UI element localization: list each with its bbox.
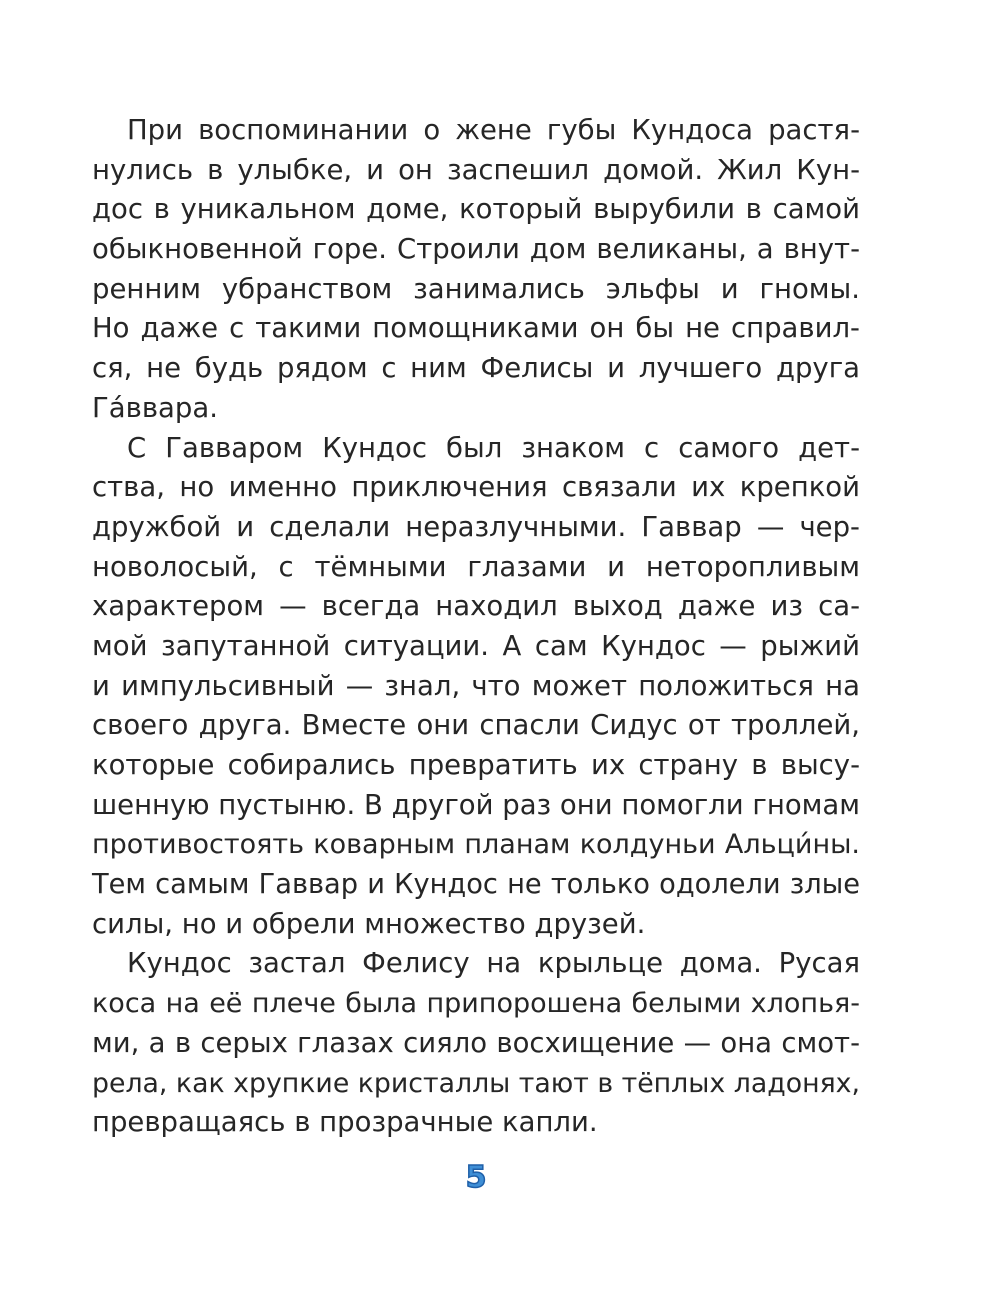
page-text [92, 111, 860, 1143]
text-line: своего друга. Вместе они спасли Сидус от троллей, [92, 709, 860, 742]
text-line: Но даже с такими помощниками он бы не справил- [92, 312, 860, 345]
text-line: Кундос застал Фелису на крыльце дома. Русая [127, 947, 860, 980]
text-line: дружбой и сделали неразлучными. Гаввар — чер- [92, 510, 860, 543]
text-line: Га́ввара. [92, 391, 218, 424]
text-line: противостоять коварным планам колдуньи Альци́ны. [92, 829, 860, 861]
text-line: ренним убранством занимались эльфы и гномы. [92, 272, 860, 305]
text-line: При воспоминании о жене губы Кундоса растя- [127, 114, 860, 146]
text-line: мой запутанной ситуации. А сам Кундос — рыжий [92, 629, 860, 662]
text-line: обыкновенной горе. Строили дом великаны, а внут- [92, 233, 860, 266]
text-line: характером — всегда находил выход даже из са- [92, 590, 860, 623]
text-line: рела, как хрупкие кристаллы тают в тёплых ладонях, [92, 1067, 860, 1099]
text-line: ми, а в серых глазах сияло восхищение — она смот- [92, 1026, 860, 1059]
paragraph-3 [92, 944, 860, 1142]
text-line: С Гавваром Кундос был знаком с самого дет- [127, 431, 860, 464]
text-line: шенную пустыню. В другой раз они помогли гномам [92, 788, 860, 821]
text-line: превращаясь в прозрачные капли. [92, 1106, 598, 1139]
text-line: нулись в улыбке, и он заспешил домой. Жил Кун- [92, 153, 860, 186]
text-line: ства, но именно приключения связали их крепкой [92, 471, 860, 504]
paragraph-1 [92, 111, 860, 429]
page-number: 5 [465, 1160, 487, 1195]
text-line: которые собирались превратить их страну в высу- [92, 749, 860, 781]
paragraph-2 [92, 429, 860, 945]
text-line: Тем самым Гаввар и Кундос не только одолели злые [92, 869, 860, 901]
text-line: новолосый, с тёмными глазами и неторопливым [92, 550, 860, 583]
text-line: и импульсивный — знал, что может положиться на [92, 669, 860, 702]
text-line: силы, но и обрели множество друзей. [92, 907, 646, 940]
text-line: коса на её плече была припорошена белыми хлопья- [92, 988, 860, 1020]
text-line: дос в уникальном доме, который вырубили в самой [92, 193, 860, 226]
text-line: ся, не будь рядом с ним Фелисы и лучшего друга [92, 352, 860, 385]
